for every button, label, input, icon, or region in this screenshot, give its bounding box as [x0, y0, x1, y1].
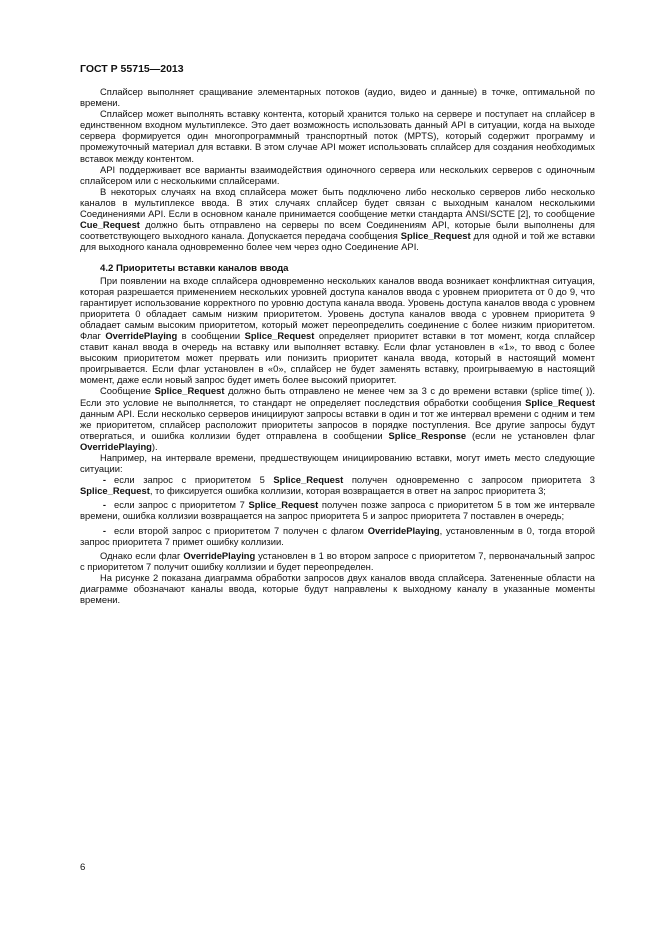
paragraph-example-intro: Например, на интервале времени, предшествующем инициированию вставки, могут иметь место следующие ситуации: [80, 452, 595, 475]
document-header: ГОСТ Р 55715—2013 [80, 63, 184, 75]
page-body [80, 86, 595, 605]
paragraph-priority-levels: При появлении на входе сплайсера одновременно нескольких каналов ввода возникает конфликтная ситуация, которая разрешается применением нескольких уровней доступа каналов ввода с уровнем приоритета от 0 до 9, что гарантирует использование корректного по уровню доступа канала ввода. Уровень доступа каналов ввода с уровнем приоритета 0 обладает самым низким приоритетом. Уровень доступа каналов ввода с уровнем приоритета 9 обладает самым высоким приоритетом, который может переопределить соединение с более низким приоритетом. Флаг OverridePlaying в сообщении Splice_Request определяет приоритет вставки в тот момент, когда сплайсер ставит канал ввода в очередь на вставку или выполняет вставку. Если флаг установлен в «1», то ввод с более высоким приоритетом может прервать или понизить приоритет канала ввода, который в настоящий момент проигрывается. Если флаг установлен в «0», сплайсер не будет заменять вставку, проигрываемую в настоящий момент, даже если новый запрос будет иметь более высокий приоритет. [80, 274, 595, 386]
paragraph-content-insertion: Сплайсер может выполнять вставку контента, который хранится только на сервере и поступает на сплайсер в единственном входном мультиплексе. Это дает возможность использовать данный API в ситуации, когда на выходе сервера формируется один многопрограммный транспортный поток (MPTS), который содержит программу и промежуточный материал для вставки. В этом случае API может использовать сплайсер для создания необходимых вставок между контентом. [80, 108, 595, 164]
page-number: 6 [80, 862, 86, 873]
paragraph-override: Однако если флаг OverridePlaying установлен в 1 во втором запросе с приоритетом 7, первоначальный запрос с приоритетом 7 получит ошибку коллизии и будет переопределен. [80, 549, 595, 572]
paragraph-figure-reference: На рисунке 2 показана диаграмма обработки запросов двух каналов ввода сплайсера. Затененные области на диаграмме обозначают каналы ввода, которые будут направлены к выходному каналу в указанные моменты времени. [80, 571, 595, 606]
list-dash: - [102, 474, 106, 486]
paragraph-splicer-function: Сплайсер выполняет сращивание элементарных потоков (аудио, видео и данные) в точке, оптимальной по времени. [80, 86, 595, 109]
paragraph-timing: Сообщение Splice_Request должно быть отправлено не менее чем за 3 с до времени вставки (splice time( )). Если это условие не выполняется, то стандарт не определяет последствия обработки сообщения Splice_Request данным API. Если несколько серверов инициируют запросы вставки в один и тот же интервал времени с одним и тем же приоритетом, сплайсер расположит приоритеты запросов в порядке поступления. Все другие запросы будут отвергаться, и ошибка коллизии будет отправлена в сообщении Splice_Response (если не установлен флаг OverridePlaying). [80, 385, 596, 452]
list-item: - если запрос с приоритетом 7 Splice_Request получен позже запроса с приоритетом 5 в том же интервале времени, ошибка коллизии возвращается на запрос приоритета 5 и запрос приоритета 7 поставлен в очередь; [80, 499, 595, 522]
list-dash: - [102, 499, 106, 511]
paragraph-api-support: API поддерживает все варианты взаимодействия одиночного сервера или нескольких серверов с одиночным сплайсером или с несколькими сплайсерами. [80, 163, 595, 186]
paragraph-multiple-inputs: В некоторых случаях на вход сплайсера может быть подключено либо несколько серверов либо несколько каналов в мультиплексе ввода. В этих случаях сплайсер будет связан с выходным каналом несколькими Соединениями API. Если в основном канале принимается сообщение метки стандарта ANSI/SCTE [2], то сообщение Cue_Request должно быть отправлено на серверы по всем Соединениям API, которые были выполнены для соответствующего выходного канала. Допускается передача сообщения Splice_Request для одной и той же вставки для выходного канала одновременно более чем через одно Соединение API. [80, 185, 595, 253]
section-heading: 4.2 Приоритеты вставки каналов ввода [100, 263, 289, 275]
list-item: - если второй запрос с приоритетом 7 получен с флагом OverridePlaying, установленным в 0, тогда второй запрос приоритета 7 примет ошибку коллизии. [80, 524, 595, 547]
list-item: - если запрос с приоритетом 5 Splice_Request получен одновременно с запросом приоритета 3 Splice_Request, то фиксируется ошибка коллизии, которая возвращается в ответ на запрос приоритета 3; [80, 474, 595, 497]
list-dash: - [102, 524, 106, 536]
